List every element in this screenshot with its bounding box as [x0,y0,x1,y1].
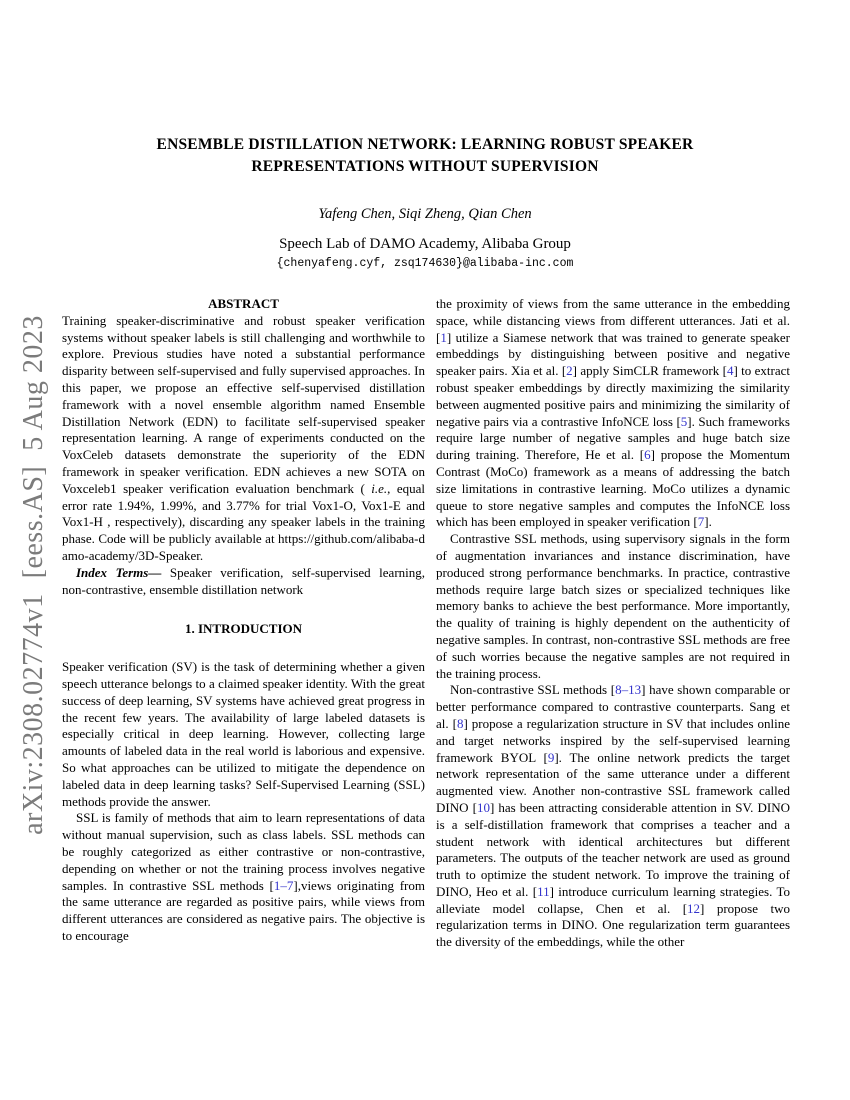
citation-link[interactable]: 1 [440,329,447,345]
paragraph: SSL is family of methods that aim to learn representations of data without manual supervision, such as class labels. SSL methods can be roughly categorized as either contrastive or non-contrastive, depending on whether or not the training process involves negative samples. In contrastive SSL methods [1–7],views originating from the same utterance are regarded as positive pairs, while views from different utterances are considered as negative pairs. The objective is to encourage [62,810,425,943]
index-terms-text: Speaker verification, self-supervised learning, non-contrastive, ensemble distillation network [62,564,426,597]
paragraph: Contrastive SSL methods, using supervisory signals in the form of augmentation invariances and instance discrimination, have produced strong performance benchmarks. In practice, contrastive methods require large batch sizes or specialized techniques like memory banks to achieve the best performance. More importantly, the quality of training is highly dependent on the authenticity of negative samples. In contrast, non-contrastive SSL methods are free of such worries because the negative samples are not required in the training process. [436,531,790,681]
paragraph: Non-contrastive SSL methods [8–13] have shown comparable or better performance compared to contrastive counterparts. Sang et al. [8] propose a regularization structure in SV that includes online and target networks inspired by the self-supervised learning framework BYOL [9]. The online network predicts the target network representation of the same utterance under a different augmented view. Another non-contrastive SSL framework called DINO [10] has been attracting considerable attention in SV. DINO is a self-distillation framework that comprises a teacher and a student network with identical architectures but different parameters. The outputs of the teacher network are used as ground truth to optimize the student network. To improve the training of DINO, Heo et al. [11] introduce curriculum learning strategies. To alleviate model collapse, Chen et al. [12] propose two regularization terms in DINO. One regularization term guarantees the diversity of the embeddings, while the other [436,682,790,950]
paper-title-line-1: ENSEMBLE DISTILLATION NETWORK: LEARNING ROBUST SPEAKER [156,136,694,153]
citation-link[interactable]: 2 [566,363,573,379]
citation-link[interactable]: 5 [680,413,688,429]
left-column [62,296,425,945]
citation-link[interactable]: 7 [697,514,705,530]
citation-link[interactable]: 11 [537,883,550,899]
citation-link[interactable]: 4 [726,363,734,379]
abstract-paragraph: Training speaker-discriminative and robust speaker verification systems without speaker labels is still challenging and worthwhile to explore. Previous studies have noted a substantial performance disparity between self-supervised and fully supervised approaches. In this paper, we propose an effective self-supervised distillation framework with a novel ensemble algorithm named Ensemble Distillation Network (EDN) to facilitate self-supervised speaker representation learning. A range of experiments conducted on the VoxCeleb datasets demonstrate the superiority of the EDN framework in speaker verification. EDN achieves a new SOTA on Voxceleb1 speaker verification evaluation benchmark ( i.e., equal error rate 1.94%, 1.99%, and 3.77% for trial Vox1-O, Vox1-E and Vox1-H , respectively), discarding any speaker labels in the training phase. Code will be publicly available at https://github.com/alibaba-damo-academy/3D-Speaker. [62,312,425,563]
paper-title-line-2: REPRESENTATIONS WITHOUT SUPERVISION [251,158,599,175]
citation-link[interactable]: 8–13 [615,682,642,698]
github-url[interactable]: https://github.com/alibaba-damo-academy/3D-Speaker. [62,531,425,563]
affiliation-line: Speech Lab of DAMO Academy, Alibaba Group [279,236,571,252]
citation-link[interactable]: 12 [687,900,701,916]
citation-link[interactable]: 9 [547,749,555,765]
authors-line: Yafeng Chen, Siqi Zheng, Qian Chen [318,206,532,222]
index-terms [62,565,425,599]
index-terms-label: Index Terms— [76,564,162,580]
abstract-heading: ABSTRACT [208,296,279,311]
right-column-body [436,296,790,951]
citation-link[interactable]: 10 [476,799,490,815]
arxiv-watermark: arXiv:2308.02774v1 [eess.AS] 5 Aug 2023 [18,315,49,835]
citation-link[interactable]: 1–7 [273,877,294,893]
paragraph: the proximity of views from the same utterance in the embedding space, while distancing views from different utterances. Jati et al. [1] utilize a Siamese network that was trained to generate speaker embeddings by distinguishing between positive and negative speaker pairs. Xia et al. [2] apply SimCLR framework [4] to extract robust speaker embeddings by directly maximizing the similarity between augmented positive pairs and minimizing the similarity of negative pairs via a contrastive InfoNCE loss [5]. Such frameworks require large number of negative samples and huge batch size during training. Therefore, He et al. [6] propose the Momentum Contrast (MoCo) framework as a means of addressing the batch size limitations in contrastive learning. MoCo utilizes a dynamic queue to store negative samples and computes the InfoNCE loss which has been employed in speaker verification [7]. [436,296,790,530]
introduction-heading: 1. INTRODUCTION [184,621,302,637]
right-column [436,296,790,951]
italic-text: i.e. [371,480,388,496]
citation-link[interactable]: 6 [644,447,651,463]
email-line: {chenyafeng.cyf, zsq174630}@alibaba-inc.com [276,257,574,270]
introduction-body [62,659,425,945]
citation-link[interactable]: 8 [456,715,464,731]
paper-header [0,134,850,271]
paragraph: Speaker verification (SV) is the task of determining whether a given speech utterance belongs to a claimed speaker identity. With the great success of deep learning, SV systems have achieved great progress in the recent few years. The availability of large labeled datasets is especially critical in deep learning. However, collecting large amounts of labeled data in the real world is laborious and expensive. So what approaches can be utilized to mitigate the dependence on labeled data in deep learning tasks? Self-Supervised Learning (SSL) methods provide the answer. [62,659,425,809]
